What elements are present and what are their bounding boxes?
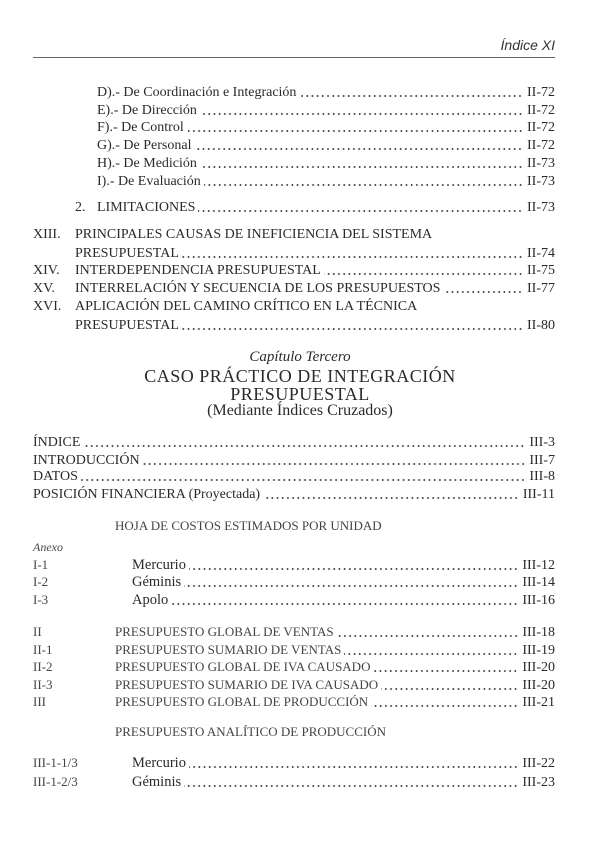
entry-code: XVI. — [33, 299, 62, 314]
entry-label: INTERRELACIÓN Y SECUENCIA DE LOS PRESUPUESTOS — [75, 281, 441, 296]
toc-entry — [33, 573, 555, 591]
entry-label: PRESUPUESTO GLOBAL DE PRODUCCIÓN — [115, 694, 369, 709]
dot-leader — [83, 444, 525, 448]
entry-code: I-3 — [33, 592, 49, 607]
dot-leader — [81, 478, 525, 482]
entry-page-number: III-23 — [522, 775, 555, 790]
entry-label: Apolo — [132, 592, 169, 608]
toc-entry — [33, 641, 555, 659]
entry-page-number: III-20 — [522, 678, 555, 693]
dot-leader — [381, 687, 518, 691]
entry-label: G).- De Personal — [97, 138, 192, 153]
entry-page-number: II-75 — [527, 263, 555, 278]
dot-leader — [189, 567, 518, 571]
entry-page-number: III-19 — [522, 643, 555, 658]
entry-page-number: II-73 — [527, 156, 555, 171]
toc-entry — [33, 773, 555, 791]
toc-entry — [33, 262, 555, 280]
entry-label: DATOS — [33, 469, 78, 484]
entry-page-number: III-22 — [522, 756, 555, 771]
entry-page-number: III-12 — [522, 558, 555, 573]
header-rule — [33, 57, 555, 58]
entry-label: POSICIÓN FINANCIERA (Proyectada) — [33, 487, 261, 502]
dot-leader — [344, 652, 518, 656]
entry-label: APLICACIÓN DEL CAMINO CRÍTICO EN LA TÉCNICA — [75, 299, 418, 314]
dot-leader — [337, 634, 519, 638]
dot-leader — [182, 255, 523, 259]
entry-page-number: II-73 — [527, 200, 555, 215]
section-heading-hoja: HOJA DE COSTOS ESTIMADOS POR UNIDAD — [115, 518, 382, 533]
chapter-kicker: Capítulo Tercero — [249, 349, 351, 365]
entry-page-number: III-14 — [522, 575, 555, 590]
entry-code: II-3 — [33, 677, 53, 692]
dot-leader — [200, 112, 523, 116]
toc-entry — [33, 676, 555, 694]
toc-entry — [33, 102, 555, 120]
entry-label: PRESUPUESTO GLOBAL DE IVA CAUSADO — [115, 659, 371, 674]
toc-entry — [33, 623, 555, 641]
dot-leader — [171, 602, 518, 606]
entry-label: INTRODUCCIÓN — [33, 453, 140, 468]
toc-entry — [33, 317, 555, 335]
toc-entry — [33, 658, 555, 676]
entry-page-number: III-11 — [522, 487, 555, 502]
entry-page-number: II-72 — [527, 103, 555, 118]
entry-label: PRESUPUESTO GLOBAL DE VENTAS — [115, 624, 334, 639]
dot-leader — [187, 129, 523, 133]
toc-entry — [33, 199, 555, 217]
dot-leader — [204, 183, 523, 187]
entry-page-number: III-7 — [529, 453, 555, 468]
entry-code: II-2 — [33, 659, 53, 674]
entry-label: PRESUPUESTO SUMARIO DE IVA CAUSADO — [115, 677, 379, 692]
anexo-label: Anexo — [33, 540, 63, 554]
toc-entry — [33, 468, 555, 486]
entry-label: Géminis — [132, 574, 182, 590]
toc-entry — [33, 155, 555, 173]
dot-leader — [443, 290, 523, 294]
entry-label: INTERDEPENDENCIA PRESUPUESTAL — [75, 263, 321, 278]
toc-entry — [33, 84, 555, 102]
toc-entry — [33, 486, 555, 504]
dot-leader — [263, 496, 519, 500]
entry-page-number: III-16 — [522, 593, 555, 608]
dot-leader — [371, 704, 518, 708]
entry-page-number: II-72 — [527, 120, 555, 135]
entry-label: Géminis — [132, 774, 182, 790]
toc-entry — [33, 280, 555, 298]
entry-label: PRINCIPALES CAUSAS DE INEFICIENCIA DEL SISTEMA — [75, 227, 433, 242]
dot-leader — [200, 165, 523, 169]
entry-label: PRESUPUESTAL — [75, 246, 179, 261]
entry-code: XV. — [33, 281, 55, 296]
entry-label: LIMITACIONES — [97, 200, 196, 215]
chapter-subtitle: (Mediante Índices Cruzados) — [207, 402, 393, 419]
entry-label: Mercurio — [132, 755, 186, 771]
entry-code: II — [33, 624, 42, 639]
entry-code: III-1-1/3 — [33, 755, 78, 770]
toc-entry — [33, 591, 555, 609]
dot-leader — [184, 584, 518, 588]
entry-page-number: II-72 — [527, 85, 555, 100]
entry-page-number: II-74 — [527, 246, 555, 261]
entry-code: XIII. — [33, 227, 61, 242]
entry-label: D).- De Coordinación e Integración — [97, 85, 297, 100]
entry-label: PRESUPUESTAL — [75, 318, 179, 333]
running-header: Índice XI — [500, 37, 555, 53]
toc-entry — [33, 556, 555, 574]
entry-code: III — [33, 694, 46, 709]
chapter-title-line2: PRESUPUESTAL — [230, 384, 370, 404]
toc-entry — [33, 754, 555, 772]
toc-entry — [33, 137, 555, 155]
section-heading-analitico: PRESUPUESTO ANALÍTICO DE PRODUCCIÓN — [115, 724, 386, 739]
toc-entry — [33, 226, 555, 244]
dot-leader — [143, 462, 526, 466]
entry-page-number: II-80 — [527, 318, 555, 333]
entry-page-number: III-18 — [522, 625, 555, 640]
entry-label: I).- De Evaluación — [97, 174, 201, 189]
toc-entry — [33, 245, 555, 263]
entry-page-number: III-3 — [529, 435, 555, 450]
entry-code: I-1 — [33, 557, 49, 572]
entry-label: PRESUPUESTO SUMARIO DE VENTAS — [115, 642, 342, 657]
dot-leader — [194, 147, 523, 151]
dot-leader — [184, 784, 518, 788]
dot-leader — [299, 94, 523, 98]
toc-entry — [33, 693, 555, 711]
entry-code: 2. — [75, 200, 86, 215]
dot-leader — [324, 272, 523, 276]
entry-label: E).- De Dirección — [97, 103, 197, 118]
entry-page-number: III-8 — [529, 469, 555, 484]
toc-entry — [33, 119, 555, 137]
entry-code: II-1 — [33, 642, 53, 657]
entry-code: XIV. — [33, 263, 60, 278]
entry-label: Mercurio — [132, 557, 186, 573]
entry-label: F).- De Control — [97, 120, 184, 135]
dot-leader — [189, 765, 518, 769]
dot-leader — [182, 327, 523, 331]
entry-page-number: II-77 — [527, 281, 555, 296]
entry-code: III-1-2/3 — [33, 774, 78, 789]
dot-leader — [198, 209, 523, 213]
entry-page-number: II-73 — [527, 174, 555, 189]
chapter-title-line1: CASO PRÁCTICO DE INTEGRACIÓN — [144, 366, 456, 386]
toc-entry — [33, 173, 555, 191]
dot-leader — [373, 669, 518, 673]
toc-entry — [33, 298, 555, 316]
entry-page-number: III-21 — [522, 695, 555, 710]
entry-label: H).- De Medición — [97, 156, 197, 171]
toc-entry — [33, 434, 555, 452]
entry-label: ÍNDICE — [33, 435, 81, 450]
entry-code: I-2 — [33, 574, 49, 589]
entry-page-number: II-72 — [527, 138, 555, 153]
entry-page-number: III-20 — [522, 660, 555, 675]
